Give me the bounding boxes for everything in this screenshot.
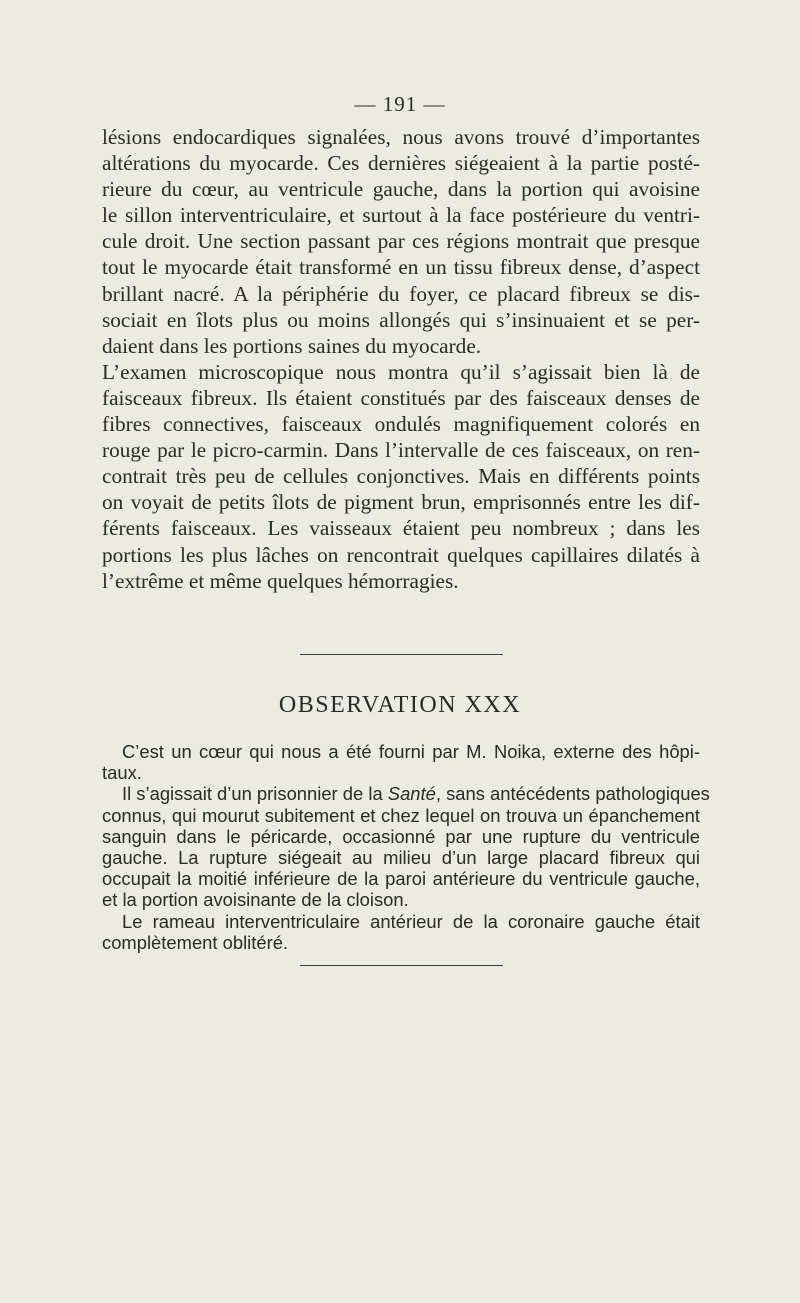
text-line: daient dans les portions saines du myocarde. (102, 333, 482, 358)
text-line: cule droit. Une section passant par ces régions montrait que presque (102, 229, 700, 254)
text-line: connus, qui mourut subitement et chez lequel on trouva un épanchement (102, 804, 700, 826)
obs-paragraph-source (102, 741, 700, 783)
text-line: le sillon interventriculaire, et surtout à la face postérieure du ventri- (102, 203, 700, 228)
text-line: rieure du cœur, au ventricule gauche, dans la portion qui avoisine (102, 177, 700, 202)
main-text-block (102, 124, 700, 594)
paragraph-microscopic-exam (102, 359, 700, 594)
text-line: complètement oblitéré. (102, 931, 289, 953)
text-line: rouge par le picro-carmin. Dans l’intervalle de ces faisceaux, on ren- (102, 438, 700, 463)
text-line: et la portion avoisinante de la cloison. (102, 889, 409, 911)
section-divider (300, 654, 503, 655)
text-line: sanguin dans le péricarde, occasionné par une rupture du ventricule (102, 825, 700, 847)
section-divider-end (300, 965, 503, 966)
text-line: l’extrême et même quelques hémorragies. (102, 568, 459, 593)
text-line: férents faisceaux. Les vaisseaux étaient peu nombreux ; dans les (102, 516, 700, 541)
text-line (102, 783, 710, 805)
text-run: , sans antécédents pathologiques (435, 783, 710, 805)
text-line: on voyait de petits îlots de pigment brun, emprisonnés entre les dif- (102, 490, 700, 515)
observation-heading: OBSERVATION XXX (278, 692, 522, 718)
text-line: taux. (102, 762, 142, 784)
text-line: tout le myocarde était transformé en un tissu fibreux dense, d’aspect (102, 255, 700, 280)
obs-paragraph-coronary (102, 911, 700, 953)
text-line: occupait la moitié inférieure de la paroi antérieure du ventricule gauche, (102, 868, 700, 890)
text-line: lésions endocardiques signalées, nous avons trouvé d’importantes (102, 125, 700, 149)
text-run: Il s’agissait d’un prisonnier de la (122, 783, 388, 805)
page-number: — 191 — (354, 92, 446, 116)
text-line: brillant nacré. A la périphérie du foyer, ce placard fibreux se dis- (102, 281, 700, 306)
text-line: contrait très peu de cellules conjonctives. Mais en différents points (102, 464, 700, 489)
text-line: fibres connectives, faisceaux ondulés magnifiquement colorés en (102, 412, 700, 437)
text-line: sociait en îlots plus ou moins allongés qui s’insinuaient et se per- (102, 307, 700, 332)
text-line: portions les plus lâches on rencontrait quelques capillaires dilatés à (102, 542, 700, 567)
text-line: Le rameau interventriculaire antérieur de la coronaire gauche était (122, 910, 700, 932)
text-line: L’examen microscopique nous montra qu’il s’agissait bien là de (102, 359, 700, 384)
paragraph-continued (102, 124, 700, 359)
italic-term: Santé (387, 783, 436, 805)
observation-text-block (102, 741, 710, 953)
text-line: faisceaux fibreux. Ils étaient constitués par des faisceaux denses de (102, 385, 700, 410)
text-line: altérations du myocarde. Ces dernières siégeaient à la partie posté- (102, 151, 700, 176)
obs-paragraph-case (102, 783, 710, 911)
text-line: gauche. La rupture siégeait au milieu d’un large placard fibreux qui (102, 847, 700, 869)
text-line: C’est un cœur qui nous a été fourni par M. Noika, externe des hôpi- (122, 741, 700, 762)
